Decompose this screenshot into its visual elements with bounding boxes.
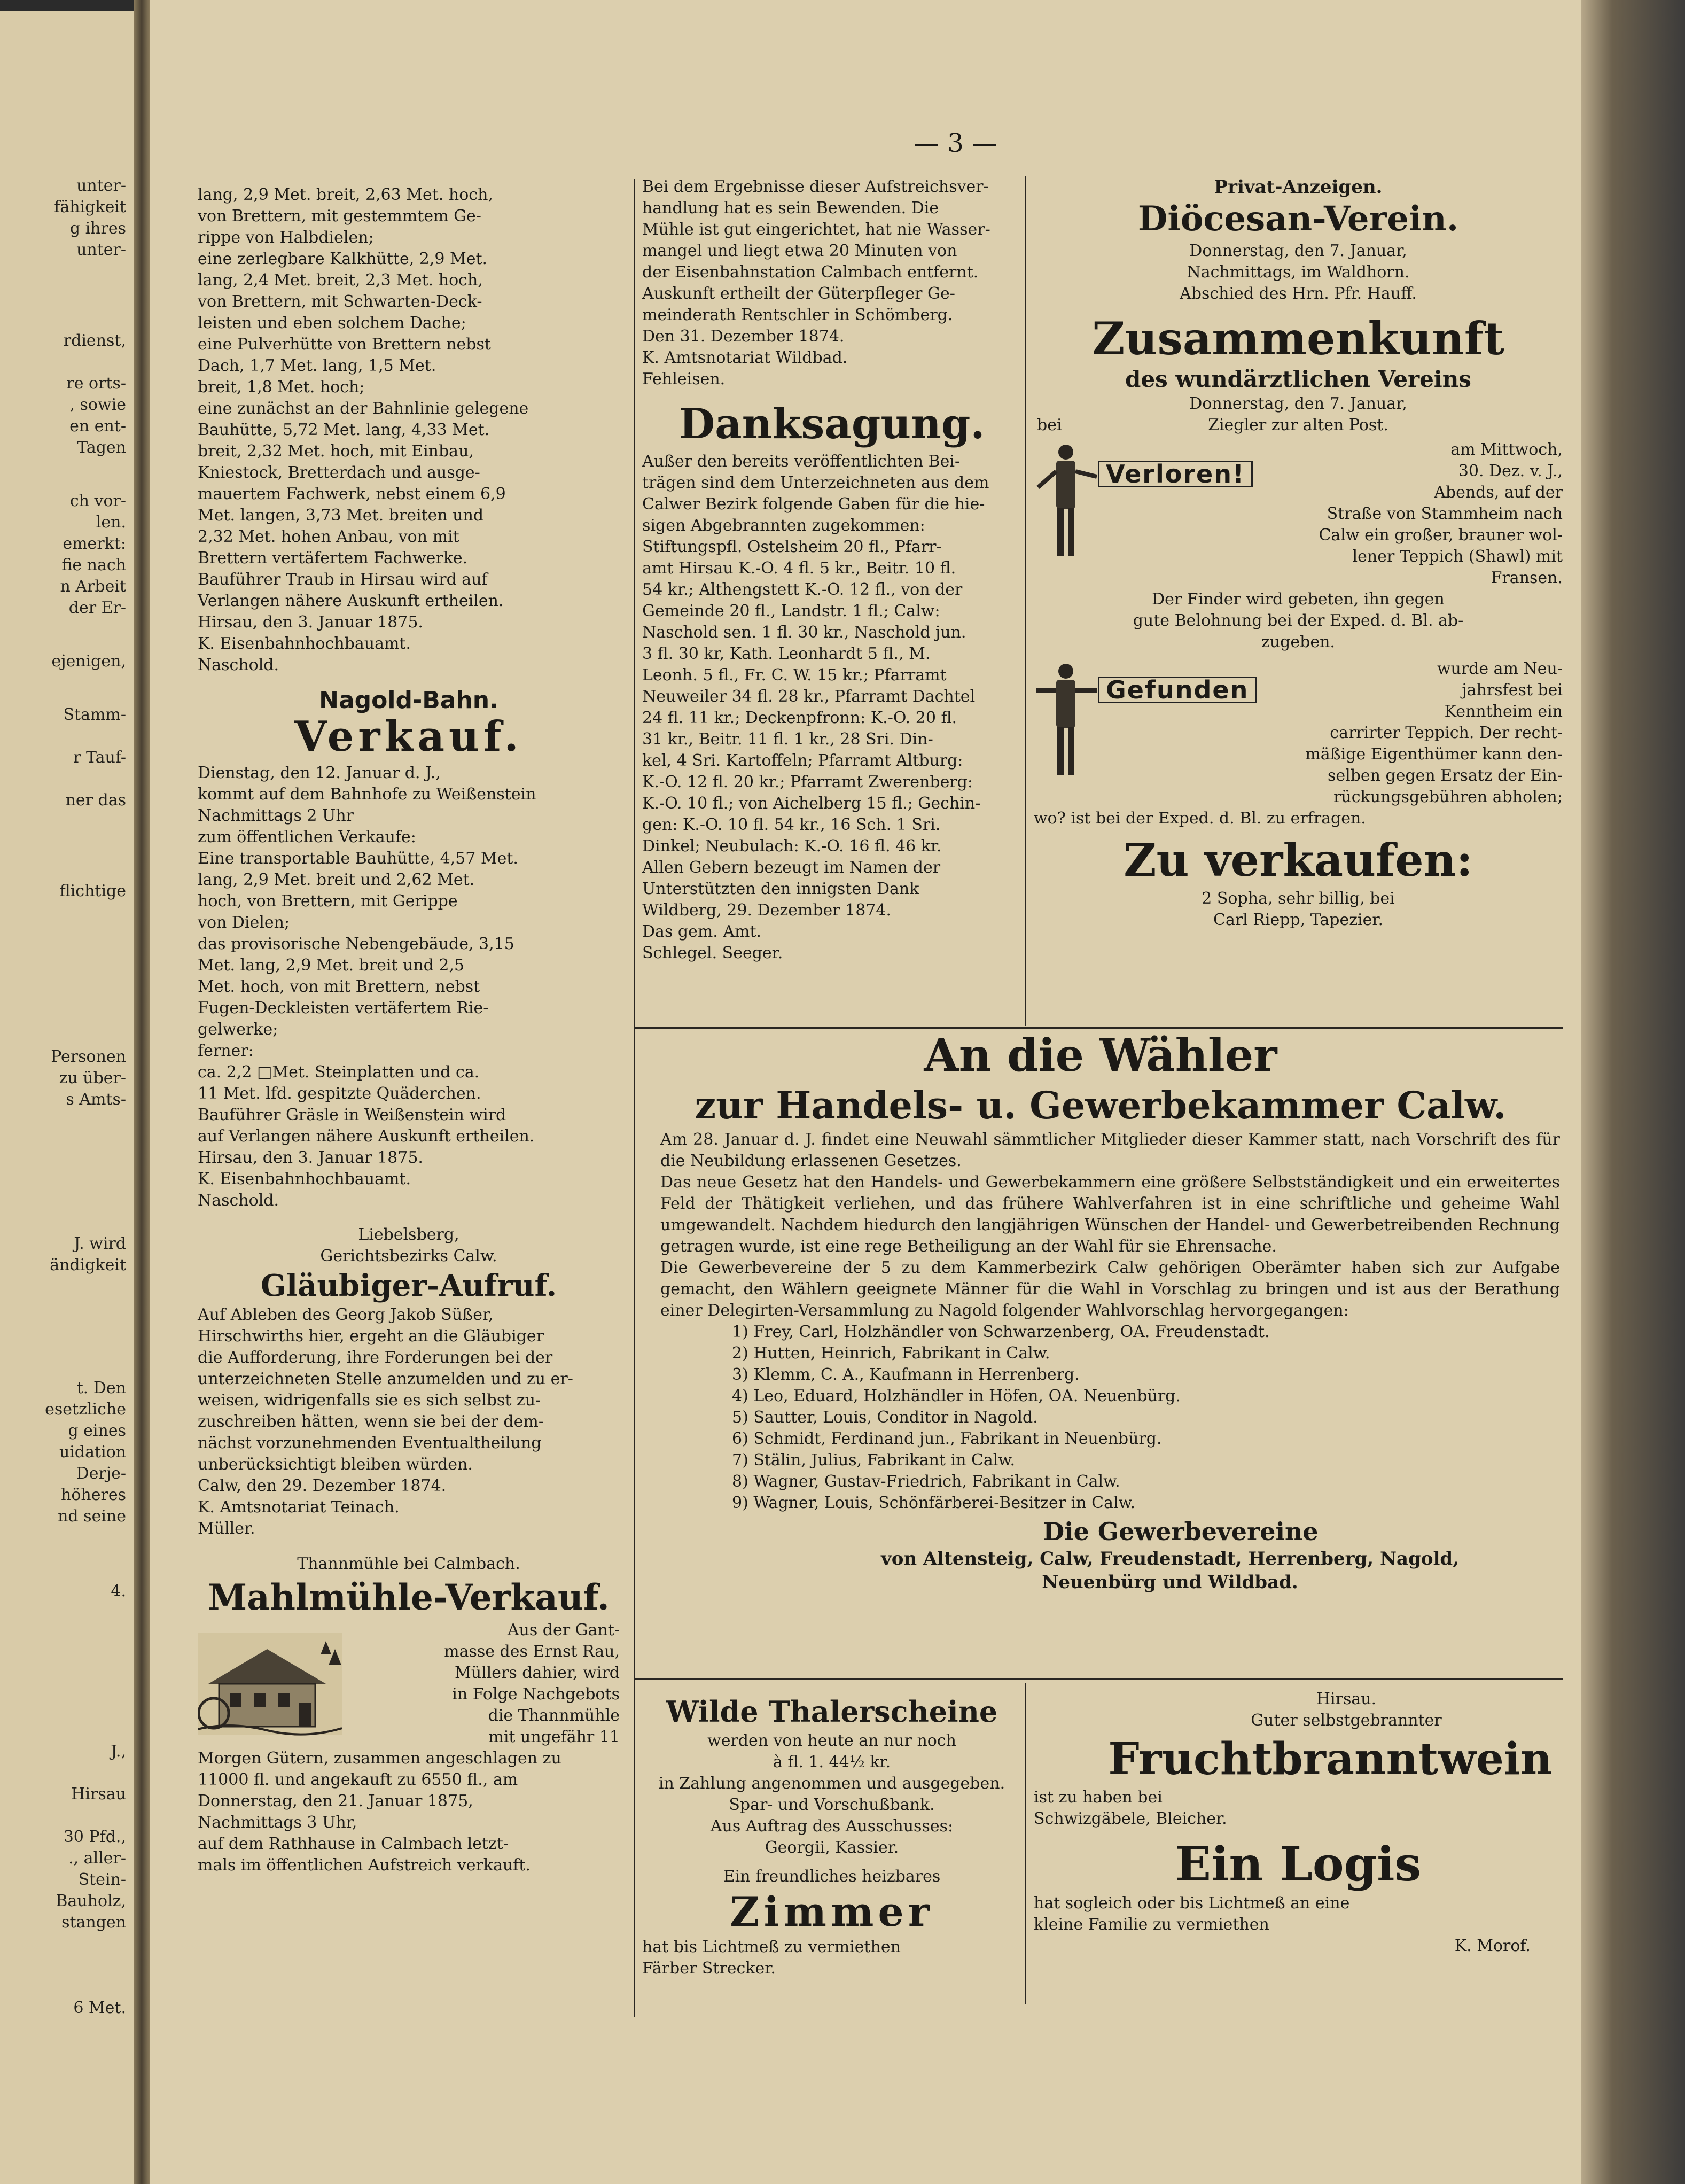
left-page-text-fragment: ., aller- — [68, 1849, 126, 1868]
text-line: Naschold sen. 1 fl. 30 kr., Naschold jun. — [642, 623, 966, 642]
text-line: Müller. — [198, 1519, 255, 1538]
text-line: Met. lang, 2,9 Met. breit und 2,5 — [198, 956, 465, 975]
text-line: Naschold. — [198, 1191, 279, 1210]
hirsau-line: Hirsau. — [1316, 1690, 1377, 1708]
column-1 — [198, 184, 620, 1876]
thannmuehle-line: Thannmühle bei Calmbach. — [297, 1555, 520, 1573]
privat-anzeigen-header: Privat-Anzeigen. — [1214, 176, 1383, 198]
text-line: Fugen-Deckleisten vertäfertem Rie- — [198, 999, 489, 1017]
text-line: Leonh. 5 fl., Fr. C. W. 15 kr.; Pfarramt — [642, 666, 947, 685]
zusammenkunft-title: Zusammenkunft — [1092, 312, 1504, 365]
page-number: — 3 — — [914, 128, 998, 158]
text-line: Calw ein großer, brauner wol- — [1319, 526, 1563, 545]
text-line: kel, 4 Sri. Kartoffeln; Pfarramt Altburg: — [642, 751, 963, 770]
left-page-text-fragment: Personen — [51, 1047, 126, 1066]
text-line: Liebelsberg, — [358, 1225, 459, 1244]
text-line: Eine transportable Bauhütte, 4,57 Met. — [198, 849, 518, 868]
text-line: Bauhütte, 5,72 Met. lang, 4,33 Met. — [198, 421, 490, 439]
text-line: Das gem. Amt. — [642, 922, 762, 941]
verloren-text — [1098, 503, 1563, 589]
text-line: Donnerstag, den 7. Januar, — [1189, 394, 1407, 413]
text-line: 31 kr., Beitr. 11 fl. 1 kr., 28 Sri. Din- — [642, 730, 933, 749]
candidate-list — [641, 1322, 1560, 1514]
left-page-text-fragment: t. Den — [76, 1379, 126, 1397]
text-line: Schwizgäbele, Bleicher. — [1034, 1809, 1227, 1828]
left-page-text-fragment: rdienst, — [63, 331, 126, 350]
text-line: Stiftungspfl. Ostelsheim 20 fl., Pfarr- — [642, 538, 942, 556]
zusammenkunft-text — [1034, 393, 1563, 436]
text-line: K.-O. 10 fl.; von Aichelberg 15 fl.; Gechin- — [642, 794, 981, 813]
text-line: sigen Abgebrannten zugekommen: — [642, 516, 925, 535]
text-line: unterzeichneten Stelle anzumelden und zu er- — [198, 1370, 573, 1388]
text-line: lang, 2,9 Met. breit, 2,63 Met. hoch, — [198, 185, 493, 204]
text-line: Bei dem Ergebnisse dieser Aufstreichsver- — [642, 177, 989, 196]
text-line: gen: K.-O. 10 fl. 54 kr., 16 Sch. 1 Sri. — [642, 815, 941, 834]
logis-text — [1034, 1893, 1563, 1936]
text-line: leisten und eben solchem Dache; — [198, 314, 466, 332]
text-line: weisen, widrigenfalls sie es sich selbst zu- — [198, 1391, 541, 1410]
zusammenkunft-subtitle: des wundärztlichen Vereins — [1125, 366, 1471, 392]
candidate-item: 8) Wagner, Gustav-Friedrich, Fabrikant in Calw. — [732, 1472, 1120, 1491]
column-2 — [642, 176, 1021, 964]
text-line: am Mittwoch, — [1450, 440, 1563, 459]
waehler-paragraphs — [641, 1129, 1560, 1322]
left-page-text-fragment: n Arbeit — [60, 577, 126, 596]
text-line: jahrsfest bei — [1462, 681, 1563, 699]
text-line: breit, 2,32 Met. hoch, mit Einbau, — [198, 442, 474, 461]
text-line: Verlangen nähere Auskunft ertheilen. — [198, 592, 504, 610]
text-line: Met. langen, 3,73 Met. breiten und — [198, 506, 484, 525]
text-line: von Dielen; — [198, 913, 290, 932]
danksagung-title: Danksagung. — [678, 400, 985, 448]
huetten-verkauf-continued — [198, 184, 620, 676]
text-line: hoch, von Brettern, mit Gerippe — [198, 892, 458, 911]
text-line: 54 kr.; Althengstett K.-O. 12 fl., von der — [642, 580, 963, 599]
zu-verkaufen-title: Zu verkaufen: — [1124, 834, 1473, 887]
text-line: Mühle ist gut eingerichtet, hat nie Wasser- — [642, 220, 990, 239]
candidate-item: 5) Sautter, Louis, Conditor in Nagold. — [732, 1408, 1038, 1427]
text-line: wurde am Neu- — [1437, 659, 1563, 678]
waehler-title-1: An die Wähler — [924, 1029, 1277, 1082]
text-line: der Eisenbahnstation Calmbach entfernt. — [642, 263, 979, 282]
text-line: das provisorische Nebengebäude, 3,15 — [198, 935, 514, 953]
text-line: Hirsau, den 3. Januar 1875. — [198, 613, 423, 632]
text-line: in Folge Nachgebots — [452, 1685, 620, 1704]
mill-engraving — [198, 1620, 342, 1748]
text-line: Fransen. — [1491, 569, 1563, 587]
gefunden-side-text — [1257, 658, 1563, 722]
text-line: Gerichtsbezirks Calw. — [320, 1247, 497, 1265]
text-line: 3 fl. 30 kr, Kath. Leonhardt 5 fl., M. — [642, 644, 931, 663]
waehler-paragraph: Das neue Gesetz hat den Handels- und Gewerbekammern eine größere Selbstständigkeit und ein erweitertes Feld der Thätigkeit verliehen, und das frühere Wahlverfahren ist in eine schriftliche und geheime Wahl umgewandelt. Nachdem hiedurch den langjährigen Wünschen der Handel- und Gewerbetreibenden Rechnung getragen wurde, ist eine rege Betheiligung an der Wahl für sie Ehrensache. — [660, 1173, 1560, 1256]
text-line: lang, 2,4 Met. breit, 2,3 Met. hoch, — [198, 271, 483, 290]
text-line: Neuweiler 34 fl. 28 kr., Pfarramt Dachtel — [642, 687, 976, 706]
text-line: Brettern vertäfertem Fachwerke. — [198, 549, 468, 568]
text-line: Unterstützten den innigsten Dank — [642, 880, 919, 898]
text-line: Dach, 1,7 Met. lang, 1,5 Met. — [198, 356, 436, 375]
zusammenkunft-bei: bei — [1037, 416, 1062, 434]
text-line: Fehleisen. — [642, 370, 726, 388]
text-line: amt Hirsau K.-O. 4 fl. 5 kr., Beitr. 10 fl. — [642, 559, 956, 578]
left-page-text-fragment: 4. — [111, 1582, 126, 1600]
text-line: Aus der Gant- — [507, 1621, 620, 1639]
left-page-text-fragment: Bauholz, — [56, 1892, 126, 1910]
text-line: Auf Ableben des Georg Jakob Süßer, — [198, 1305, 494, 1324]
text-line: Spar- und Vorschußbank. — [729, 1796, 935, 1814]
text-line: Met. hoch, von mit Brettern, nebst — [198, 977, 480, 996]
candidate-item: 9) Wagner, Louis, Schönfärberei-Besitzer in Calw. — [732, 1494, 1136, 1512]
left-page-text-fragment: höheres — [61, 1486, 126, 1504]
text-line: Färber Strecker. — [642, 1959, 776, 1978]
text-line: trägen sind dem Unterzeichneten aus dem — [642, 473, 989, 492]
text-line: K.-O. 12 fl. 20 kr.; Pfarramt Zwerenberg: — [642, 773, 973, 791]
left-page-text-fragment: emerkt: — [63, 534, 126, 553]
text-line: K. Eisenbahnhochbauamt. — [198, 1170, 411, 1188]
left-page-text-fragment: fie nach — [61, 556, 126, 574]
text-line: zugeben. — [1261, 633, 1335, 651]
text-line: mäßige Eigenthümer kann den- — [1305, 745, 1563, 764]
dioecesan-verein-text — [1034, 240, 1563, 305]
gefunden-banner: Gefunden — [1098, 677, 1257, 703]
text-line: selben gegen Ersatz der Ein- — [1327, 766, 1563, 785]
left-page-text-fragment: uidation — [59, 1443, 126, 1462]
gefunden-wo-line: wo? ist bei der Exped. d. Bl. zu erfragen. — [1034, 809, 1366, 828]
text-line: Nachmittags 2 Uhr — [198, 806, 354, 825]
text-line: 24 fl. 11 kr.; Deckenpfronn: K.-O. 20 fl. — [642, 709, 957, 727]
text-line: Ziegler zur alten Post. — [1208, 416, 1388, 434]
left-page-text-fragment: s Amts- — [66, 1090, 126, 1109]
gewerbevereine-line-2: Neuenbürg und Wildbad. — [1042, 1572, 1298, 1593]
text-line: Abends, auf der — [1434, 483, 1563, 502]
text-line: die Thannmühle — [488, 1706, 620, 1725]
left-page-text-fragment: re orts- — [66, 374, 126, 393]
gefunden-text — [1098, 722, 1563, 808]
text-line: handlung hat es sein Bewenden. Die — [642, 199, 939, 217]
left-page-text-fragment: J. wird — [74, 1234, 126, 1253]
text-line: Carl Riepp, Tapezier. — [1213, 911, 1383, 929]
text-line: ca. 2,2 □Met. Steinplatten und ca. — [198, 1063, 480, 1082]
frucht-logis-ads — [1034, 1689, 1563, 1957]
verkauf-title: Verkauf. — [294, 712, 523, 761]
danksagung-text — [642, 451, 1021, 964]
candidate-item: 1) Frey, Carl, Holzhändler von Schwarzenberg, OA. Freudenstadt. — [732, 1323, 1270, 1341]
column-rule-2 — [1025, 176, 1026, 1026]
text-line: Den 31. Dezember 1874. — [642, 327, 845, 346]
text-line: auf dem Rathhause in Calmbach letzt- — [198, 1835, 509, 1853]
fruchtbranntwein-title: Fruchtbranntwein — [1108, 1734, 1553, 1785]
text-line: Aus Auftrag des Ausschusses: — [710, 1817, 954, 1836]
text-line: mangel und liegt etwa 20 Minuten von — [642, 242, 957, 260]
left-page-text-fragment: esetzliche — [45, 1400, 126, 1419]
gefunden-ad — [1034, 658, 1563, 808]
section-rule-bottom — [634, 1678, 1563, 1680]
column-3 — [1034, 176, 1563, 931]
left-page-text-fragment: 6 Met. — [73, 1999, 126, 2017]
waehler-paragraph: Die Gewerbevereine der 5 zu dem Kammerbezirk Calw gehörigen Oberämter haben sich zur Aufgabe gemacht, den Wählern geeignete Männer für die Wahl in Vorschlag zu bringen und ist aus der Berathung einer Delegirten-Versammlung zu Nagold folgender Wahlvorschlag hervorgegangen: — [660, 1258, 1560, 1320]
candidate-item: 2) Hutten, Heinrich, Fabrikant in Calw. — [732, 1344, 1050, 1363]
waehler-paragraph: Am 28. Januar d. J. findet eine Neuwahl sämmtlicher Mitglieder dieser Kammer statt, nach Vorschrift des für die Neubildung erlassenen Gesetzes. — [660, 1130, 1560, 1170]
left-page-text-fragment: nd seine — [58, 1507, 126, 1526]
text-line: 2 Sopha, sehr billig, bei — [1202, 889, 1395, 908]
text-line: Straße von Stammheim nach — [1327, 504, 1563, 523]
text-line: Der Finder wird gebeten, ihn gegen — [1152, 590, 1445, 609]
text-line: Georgii, Kassier. — [765, 1838, 899, 1857]
text-line: Schlegel. Seeger. — [642, 944, 783, 962]
text-line: Außer den bereits veröffentlichten Bei- — [642, 452, 961, 471]
text-line: masse des Ernst Rau, — [444, 1642, 620, 1661]
text-line: Gemeinde 20 fl., Landstr. 1 fl.; Calw: — [642, 602, 940, 620]
mahlmuehle-continued — [642, 176, 1021, 390]
verloren-banner: Verloren! — [1098, 461, 1253, 487]
text-line: Nachmittags, im Waldhorn. — [1187, 263, 1410, 282]
fruchtbranntwein-text — [1034, 1787, 1563, 1830]
book-binding-edge — [1581, 0, 1685, 2184]
left-page-text-fragment: ch vor- — [69, 492, 126, 510]
text-line: gelwerke; — [198, 1020, 278, 1039]
text-line: Hirschwirths hier, ergeht an die Gläubiger — [198, 1327, 544, 1346]
liebelsberg-header — [198, 1224, 620, 1267]
glaeubiger-text — [198, 1304, 620, 1540]
left-page-text-fragment: Hirsau — [71, 1785, 126, 1804]
left-page-text-fragment: Stein- — [78, 1870, 126, 1889]
text-line: gute Belohnung bei der Exped. d. Bl. ab- — [1133, 611, 1464, 630]
text-line: Abschied des Hrn. Pfr. Hauff. — [1180, 284, 1417, 303]
column-rule-1 — [634, 179, 635, 2017]
page-gutter — [134, 0, 150, 2184]
finder-text — [1034, 589, 1563, 653]
text-line: Hirsau, den 3. Januar 1875. — [198, 1148, 423, 1167]
left-page-text-fragment: stangen — [61, 1913, 126, 1932]
text-line: kommt auf dem Bahnhofe zu Weißenstein — [198, 785, 536, 804]
text-line: lener Teppich (Shawl) mit — [1352, 547, 1563, 566]
mahlmuehle-title: Mahlmühle-Verkauf. — [208, 1576, 610, 1618]
left-page-text-fragment: en ent- — [69, 417, 126, 436]
text-line: Kenntheim ein — [1444, 702, 1563, 721]
column-rule-3 — [1025, 1683, 1026, 2004]
mahlmuehle-side-text — [342, 1620, 620, 1748]
text-line: Wildberg, 29. Dezember 1874. — [642, 901, 892, 920]
zu-verkaufen-text — [1034, 888, 1563, 931]
verloren-ad — [1034, 439, 1563, 589]
text-line: Naschold. — [198, 656, 279, 674]
text-line: Auskunft ertheilt der Güterpfleger Ge- — [642, 284, 955, 303]
logis-signature: K. Morof. — [1454, 1937, 1531, 1955]
text-line: Donnerstag, den 7. Januar, — [1189, 242, 1407, 260]
zimmer-title: Zimmer — [730, 1888, 934, 1936]
text-line: von Brettern, mit gestemmtem Ge- — [198, 207, 481, 226]
text-line: werden von heute an nur noch — [707, 1731, 956, 1750]
text-line: ist zu haben bei — [1034, 1788, 1163, 1807]
text-line: mit ungefähr 11 — [488, 1728, 620, 1746]
glaeubiger-aufruf-title: Gläubiger-Aufruf. — [260, 1268, 557, 1303]
candidate-item: 3) Klemm, C. A., Kaufmann in Herrenberg. — [732, 1365, 1080, 1384]
verkauf-text — [198, 763, 620, 1211]
text-line: rippe von Halbdielen; — [198, 228, 374, 247]
verloren-side-text — [1253, 439, 1563, 503]
text-line: à fl. 1. 44½ kr. — [773, 1753, 891, 1771]
text-line: ferner: — [198, 1042, 254, 1060]
text-line: mals im öffentlichen Aufstreich verkauft. — [198, 1856, 531, 1875]
left-page-text-fragment: ändigkeit — [50, 1256, 126, 1274]
text-line: von Brettern, mit Schwarten-Deck- — [198, 292, 482, 311]
left-page-text-fragment: unter- — [76, 240, 126, 259]
zimmer-text — [642, 1937, 1021, 1979]
left-page-text-fragment: 30 Pfd., — [63, 1828, 126, 1846]
text-line: 11 Met. lfd. gespitzte Quäderchen. — [198, 1084, 481, 1103]
text-line: Morgen Gütern, zusammen angeschlagen zu — [198, 1749, 561, 1768]
left-page-text-fragment: r Tauf- — [73, 748, 126, 767]
left-page-text-fragment: Derje- — [76, 1464, 126, 1483]
waehler-title-2: zur Handels- u. Gewerbekammer Calw. — [695, 1083, 1507, 1128]
left-page-text-fragment: zu über- — [59, 1069, 126, 1087]
left-page-text-fragment: Tagen — [77, 438, 126, 457]
text-line: Müllers dahier, wird — [455, 1664, 620, 1682]
text-line: hat sogleich oder bis Lichtmeß an eine — [1034, 1894, 1350, 1913]
text-line: Bauführer Traub in Hirsau wird auf — [198, 570, 488, 589]
text-line: in Zahlung angenommen und ausgegeben. — [658, 1774, 1005, 1793]
left-page-text-fragment: fähigkeit — [54, 198, 126, 216]
text-line: Bauführer Gräsle in Weißenstein wird — [198, 1106, 506, 1124]
left-page-text-fragment: g ihres — [69, 219, 126, 238]
zimmer-pre: Ein freundliches heizbares — [723, 1867, 941, 1886]
newspaper-page — [150, 0, 1581, 2184]
candidate-item: 7) Stälin, Julius, Fabrikant in Calw. — [732, 1451, 1016, 1470]
text-line: 30. Dez. v. J., — [1458, 462, 1563, 480]
left-page-text-fragment: len. — [96, 513, 126, 532]
town-crier-figure-icon — [1034, 658, 1098, 781]
text-line: Calwer Bezirk folgende Gaben für die hie- — [642, 495, 985, 514]
text-line: rückungsgebühren abholen; — [1333, 788, 1563, 806]
text-line: zuschreiben hätten, wenn sie bei der dem- — [198, 1412, 544, 1431]
left-page-text-fragment: der Er- — [68, 599, 126, 617]
text-line: mauertem Fachwerk, nebst einem 6,9 — [198, 485, 506, 503]
text-line: meinderath Rentschler in Schömberg. — [642, 306, 953, 324]
thalerscheine-title: Wilde Thalerscheine — [666, 1695, 998, 1729]
text-line: Kniestock, Bretterdach und ausge- — [198, 463, 480, 482]
text-line: eine zunächst an der Bahnlinie gelegene — [198, 399, 529, 418]
text-line: auf Verlangen nähere Auskunft ertheilen. — [198, 1127, 535, 1146]
text-line: unberücksichtigt bleiben würden. — [198, 1455, 473, 1474]
text-line: Allen Gebern bezeugt im Namen der — [642, 858, 941, 877]
left-page-text-fragment: flichtige — [59, 882, 126, 900]
left-page-fragment — [0, 11, 134, 2184]
thalerscheine-text — [642, 1730, 1021, 1859]
candidate-item: 4) Leo, Eduard, Holzhändler in Höfen, OA. Neuenbürg. — [732, 1387, 1181, 1405]
text-line: lang, 2,9 Met. breit und 2,62 Met. — [198, 871, 475, 889]
text-line: Dinkel; Neubulach: K.-O. 16 fl. 46 kr. — [642, 837, 942, 856]
text-line: eine Pulverhütte von Brettern nebst — [198, 335, 491, 354]
text-line: carrirter Teppich. Der recht- — [1330, 724, 1563, 742]
guter-line: Guter selbstgebrannter — [1251, 1711, 1442, 1730]
text-line: K. Amtsnotariat Wildbad. — [642, 348, 848, 367]
text-line: kleine Familie zu vermiethen — [1034, 1915, 1269, 1934]
text-line: die Aufforderung, ihre Forderungen bei der — [198, 1348, 553, 1367]
text-line: Dienstag, den 12. Januar d. J., — [198, 764, 441, 782]
waehler-ad — [641, 1029, 1560, 1594]
text-line: Nachmittags 3 Uhr, — [198, 1813, 357, 1832]
gewerbevereine-title: Die Gewerbevereine — [1043, 1517, 1319, 1546]
text-line: eine zerlegbare Kalkhütte, 2,9 Met. — [198, 250, 488, 268]
left-page-text-fragment: ejenigen, — [51, 652, 126, 671]
text-line: Donnerstag, den 21. Januar 1875, — [198, 1792, 473, 1810]
town-crier-figure-icon — [1034, 439, 1098, 562]
logis-title: Ein Logis — [1175, 1836, 1422, 1892]
left-page-text-fragment: ner das — [65, 791, 126, 810]
nagold-bahn-title: Nagold-Bahn. — [319, 687, 498, 714]
mahlmuehle-ad — [198, 1620, 620, 1748]
text-line: 11000 fl. und angekauft zu 6550 fl., am — [198, 1770, 518, 1789]
gewerbevereine-line-1: von Altensteig, Calw, Freudenstadt, Herrenberg, Nagold, — [880, 1548, 1460, 1569]
left-page-text-fragment: , sowie — [69, 395, 126, 414]
text-line: Calw, den 29. Dezember 1874. — [198, 1476, 447, 1495]
text-line: hat bis Lichtmeß zu vermiethen — [642, 1938, 901, 1956]
thaler-zimmer-ads — [642, 1693, 1021, 1979]
text-line: 2,32 Met. hohen Anbau, von mit — [198, 527, 459, 546]
text-line: nächst vorzunehmenden Eventualtheilung — [198, 1434, 542, 1452]
candidate-item: 6) Schmidt, Ferdinand jun., Fabrikant in Neuenbürg. — [732, 1429, 1162, 1448]
left-page-text-fragment: g eines — [68, 1421, 126, 1440]
left-page-text-fragment: unter- — [76, 176, 126, 195]
text-line: zum öffentlichen Verkaufe: — [198, 828, 416, 846]
text-line: K. Eisenbahnhochbauamt. — [198, 634, 411, 653]
left-page-text-fragment: J., — [111, 1742, 126, 1761]
text-line: breit, 1,8 Met. hoch; — [198, 378, 365, 397]
text-line: K. Amtsnotariat Teinach. — [198, 1498, 400, 1517]
mahlmuehle-text — [198, 1748, 620, 1876]
left-page-text-fragment: Stamm- — [63, 705, 126, 724]
dioecesan-verein-title: Diöcesan-Verein. — [1137, 199, 1459, 239]
